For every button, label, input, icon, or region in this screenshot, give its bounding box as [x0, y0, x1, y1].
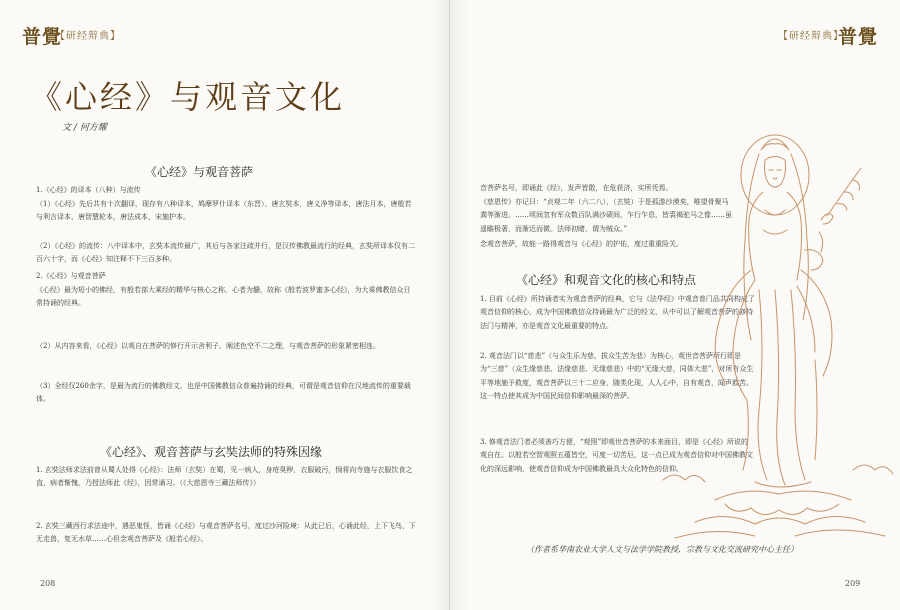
paragraph: 音菩萨名号，即诵此《经》，发声皆散，在危获济，实所凭焉。 — [480, 184, 673, 192]
article-byline: 文 / 何方耀 — [62, 123, 107, 133]
header-brand-left: 普覺 — [22, 26, 63, 48]
paragraph: 1. 玄奘法师求法前曾从蜀人处得《心经》：法师（玄奘）在蜀，见一病人，身疮臭秽，衣服破污，悯将向寺施与衣服饮食之直，病者惭愧，乃授法师此《经》，因常诵习。（《大慈恩寺三藏法师传》） — [36, 466, 413, 488]
article-title: 《心经》与观音文化 — [30, 78, 346, 116]
book-gutter — [432, 0, 468, 610]
paragraph: 3. 修观音法门者必须善巧方便，“观照”即观世音菩萨的本来面目，即是《心经》所说的观自在。以般若空智观照五蕴皆空，可度一切苦厄，这一点已成为观音信仰对中国佛教文化的深远影响，使观音信仰成为中国佛教最具大众化特色的信仰。 — [480, 438, 753, 473]
header-brand-right: 普覺 — [838, 26, 879, 48]
paragraph: （2）《心经》的流传：八中译本中，玄奘本流传最广，其后与各家注疏并行，是汉传佛教最流行的经典，玄奘所译本仅有二百六十字，而《心经》知注释不下三百多种。 — [36, 242, 415, 264]
paragraph: （3）全经仅260余字，是最为流行的佛教经文，也是中国佛教信众普遍持诵的经典，可谓是观音信仰在汉地流传的重要载体。 — [36, 382, 411, 404]
paragraph: 1.《心经》的译本（八种）与流传 — [36, 186, 141, 194]
paragraph: 念观音菩萨，故能一路得观音与《心经》的护佑，度过重重险关。 — [480, 240, 683, 248]
page-number-right: 209 — [845, 579, 861, 588]
author-caption: （作者系华南农业大学人文与法学学院教授、宗教与文化交流研究中心主任） — [526, 545, 798, 554]
paragraph: 2.《心经》与观音菩萨 — [36, 272, 106, 280]
paragraph: 1. 目前《心经》所持诵者实为观音菩萨的经典，它与《法华经》中观音普门品共同构成了观音信仰的核心，成为中国佛教信众持诵最为广泛的经文，从中可以了解观音菩萨的修持法门与精神，亦是观音文化最重要的特点。 — [480, 295, 755, 330]
guanyin-illustration — [655, 120, 900, 540]
header-column-left: 【研经辩典】 — [55, 31, 121, 42]
paragraph: 2. 玄奘三藏西行求法途中，遇恶鬼怪，皆诵《心经》与观音菩萨名号，度过沙河险境：从此已后，心诵此经，上下飞鸟，下无走兽，复无水草……心但念观音菩萨及《般若心经》。 — [36, 522, 416, 544]
paragraph: （2）从内容来看，《心经》以观自在菩萨的修行开示舍利子，阐述色空不二之理，与观音菩萨的形象紧密相连。 — [36, 342, 380, 350]
paragraph: 《心经》最为短小的佛经，有般若部大乘经的精华与核心之称，心者为髓，故称《般若波罗蜜多心经》，为大乘佛教信众日常持诵的经典。 — [36, 286, 411, 308]
section-title-3: 《心经》和观音文化的核心和特点 — [516, 273, 697, 287]
paragraph: 2. 观音法门以“慈悲”（与众生乐为慈，拔众生苦为悲）为核心，观世音菩萨所行即是为“三慈”（众生缘慈悲、法缘慈悲、无缘慈悲）中的“无缘大慈，同体大悲”，对所有众生平等地施予救度，观音菩萨以三十二应身，随类化现，人人心中，自有观音，闻声救苦。这一特点使其成为中国民间信仰影响最深的菩萨。 — [480, 352, 754, 401]
page-number-left: 208 — [40, 579, 56, 588]
section-title-2: 《心经》、观音菩萨与玄奘法师的特殊因缘 — [100, 445, 323, 459]
paragraph: 《慈恩传》亦记曰：“贞观二年（六二八），（玄奘）于是孤游沙漠矣，唯望骨聚马粪等渐进。……顷间忽有军众数百队满沙碛间，乍行乍息，皆裘褐驼马之像……虽遥瞻极著，而渐近而微。法师初睹，谓为贼众。” — [480, 198, 732, 233]
section-title-1: 《心经》与观音菩萨 — [145, 165, 254, 179]
header-column-right: 【研经辩典】 — [778, 31, 844, 42]
paragraph: （1）《心经》先后共有十次翻译，现存有八种译本，鸠摩罗什译本（东晋）、唐玄奘本，唐义净等译本，唐法月本，唐般若与利言译本，唐智慧轮本，唐法成本，宋施护本。 — [36, 200, 412, 222]
